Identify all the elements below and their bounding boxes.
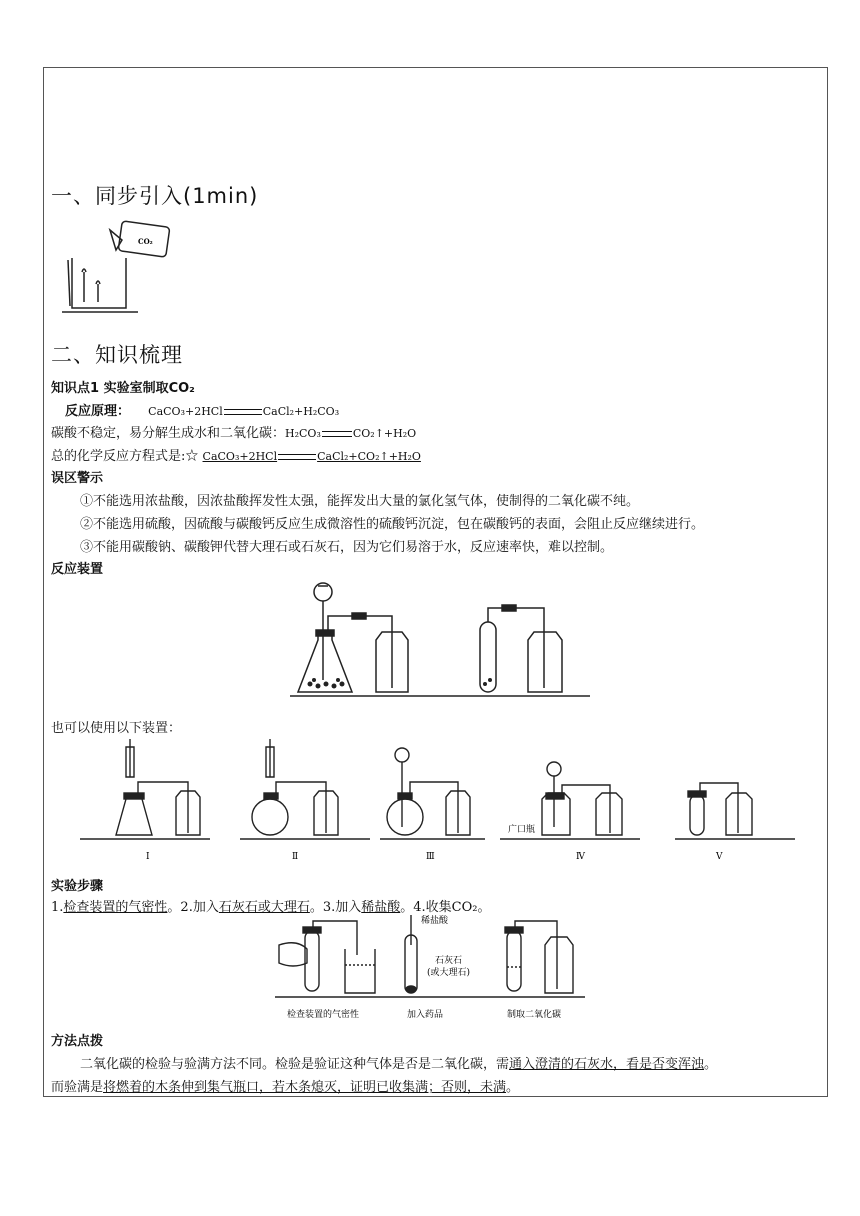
method-text: 。 xyxy=(506,1080,520,1095)
method-full-answer: 将燃着的木条伸到集气瓶口，若木条熄灭，证明已收集满；否则，未满 xyxy=(103,1080,507,1095)
method-test-answer: 通入澄清的石灰水，看是否变浑浊 xyxy=(509,1057,705,1072)
step-check-airtight: 检查装置的气密性 xyxy=(63,900,168,915)
step-add-acid: 稀盐酸 xyxy=(361,900,401,915)
warning-item-2: ②不能选用硫酸，因硫酸与碳酸钙反应生成微溶性的硫酸钙沉淀，包在碳酸钙的表面，会阻止反应继续进行。 xyxy=(80,517,705,532)
label-dilute-acid: 稀盐酸 xyxy=(421,916,449,926)
method-text: 。 xyxy=(704,1057,718,1072)
method-line-2 xyxy=(51,1076,519,1095)
apparatus-heading: 反应装置 xyxy=(51,562,104,577)
label-limestone: 石灰石 xyxy=(435,956,463,966)
section-title-knowledge: 二、知识梳理 xyxy=(51,343,183,367)
steps-line xyxy=(51,896,491,915)
apparatus-label-3: Ⅲ xyxy=(426,852,435,862)
step-part: 。2.加入 xyxy=(167,900,219,915)
principle-left: CaCO₃+2HCl xyxy=(148,405,223,418)
warnings-heading: 误区警示 xyxy=(51,471,104,486)
method-heading: 方法点拨 xyxy=(51,1034,104,1049)
decomp-right: CO₂↑+H₂O xyxy=(352,427,417,440)
step-part: 。4.收集CO₂。 xyxy=(400,900,491,915)
step-part: 1. xyxy=(51,900,64,915)
caption-check: 检查装置的气密性 xyxy=(287,1010,360,1020)
apparatus-label-1: Ⅰ xyxy=(146,852,150,862)
decomp-left: H₂CO₃ xyxy=(285,427,321,440)
section-title-intro: 一、同步引入(1min) xyxy=(51,184,259,208)
total-text: 总的化学反应方程式是:☆ xyxy=(51,449,199,464)
kp1-heading: 知识点1 实验室制取CO₂ xyxy=(51,381,195,396)
method-text: 而验满是 xyxy=(51,1080,104,1095)
apparatus-label-4: Ⅳ xyxy=(576,852,585,862)
steps-heading: 实验步骤 xyxy=(51,879,104,894)
caption-produce: 制取二氧化碳 xyxy=(507,1010,562,1020)
decomp-line xyxy=(51,422,416,441)
step-part: 。3.加入 xyxy=(309,900,362,915)
alternative-apparatus-figure xyxy=(80,737,795,865)
label-limestone-alt: (或大理石) xyxy=(427,968,471,978)
step-add-limestone: 石灰石或大理石 xyxy=(218,900,310,915)
principle-line xyxy=(65,400,339,419)
co2-pouring-figure xyxy=(58,220,178,315)
total-right: CaCl₂+CO₂↑+H₂O xyxy=(317,450,421,463)
total-line xyxy=(51,445,421,464)
apparatus-label-2: Ⅱ xyxy=(292,852,299,862)
warning-item-3: ③不能用碳酸钠、碳酸钾代替大理石或石灰石，因为它们易溶于水，反应速率快，难以控制。 xyxy=(80,540,614,555)
co2-bottle-label: CO₂ xyxy=(138,237,153,246)
also-text: 也可以使用以下装置： xyxy=(51,721,182,736)
principle-label: 反应原理： xyxy=(65,404,131,419)
method-line-1 xyxy=(80,1053,717,1072)
method-text: 二氧化碳的检验与验满方法不同。检验是验证这种气体是否是二氧化碳，需 xyxy=(80,1057,510,1072)
principle-right: CaCl₂+H₂CO₃ xyxy=(262,405,340,418)
caption-add: 加入药品 xyxy=(407,1010,444,1020)
experiment-steps-figure xyxy=(275,915,585,1025)
decomp-text: 碳酸不稳定，易分解生成水和二氧化碳： xyxy=(51,426,286,441)
apparatus-label-5: Ⅴ xyxy=(716,852,723,862)
wide-bottle-label: 广口瓶 xyxy=(508,825,536,835)
total-left: CaCO₃+2HCl xyxy=(202,450,278,463)
reaction-apparatus-figure xyxy=(290,580,590,702)
warning-item-1: ①不能选用浓盐酸，因浓盐酸挥发性太强，能挥发出大量的氯化氢气体，使制得的二氧化碳不纯。 xyxy=(80,494,640,509)
